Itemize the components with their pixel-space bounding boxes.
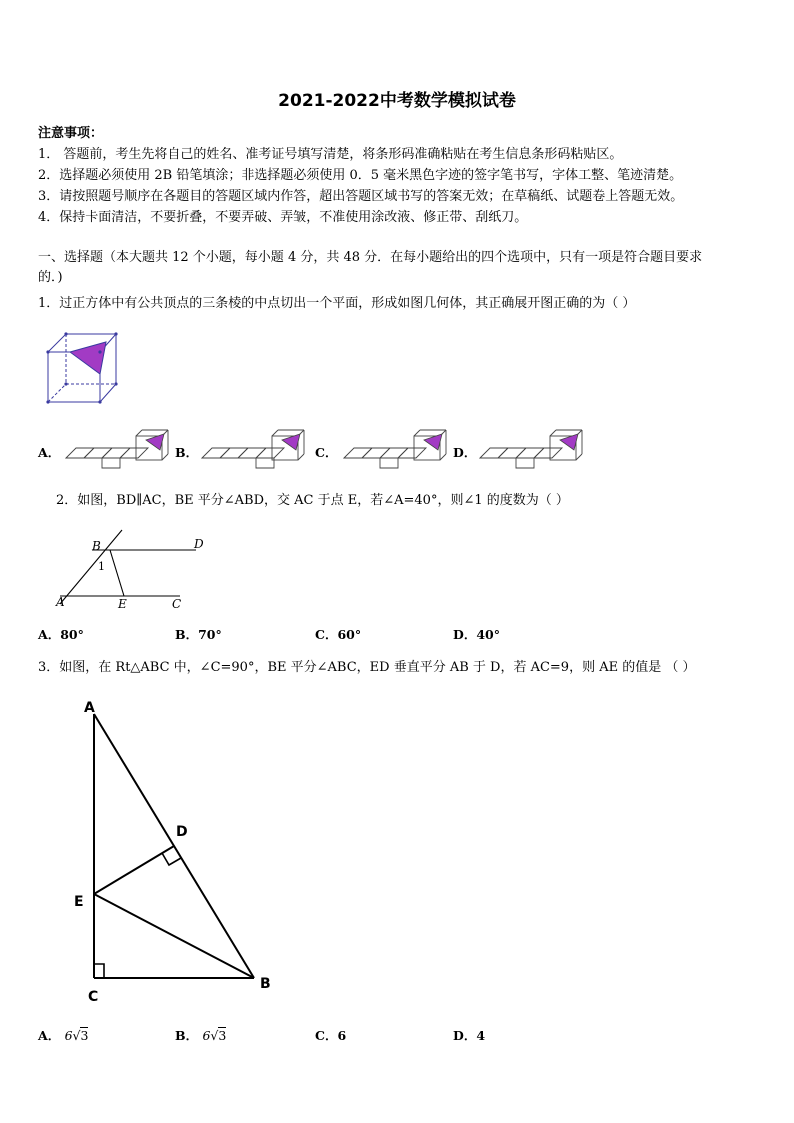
q2-option-a: A．80°: [38, 627, 84, 642]
q3-option-d: [453, 1026, 485, 1044]
q1-option-d-label: D．: [453, 445, 477, 460]
q1-option-c-label: C．: [315, 445, 338, 460]
q3-stem: 3．如图，在 Rt△ABC 中，∠C=90°，BE 平分∠ABC，ED 垂直平分 AB 于 D，若 AC=9，则 AE 的值是 （ ）: [38, 660, 696, 675]
q3-option-d-value: 4: [476, 1028, 486, 1043]
q2-option-d: D．40°: [453, 627, 500, 642]
notice-item: 1． 答题前，考生先将自己的姓名、准考证号填写清楚，将条形码准确粘贴在考生信息条形码粘贴区。: [38, 147, 623, 162]
q2-label-b: B: [92, 539, 101, 553]
q2-option-c: C．60°: [315, 627, 362, 642]
q2-label-a: A: [56, 595, 65, 609]
notice-item: 3．请按照题号顺序在各题目的答题区域内作答，超出答题区域书写的答案无效；在草稿纸、试题卷上答题无效。: [38, 189, 684, 204]
q3-option-a: A． 6√3: [38, 1028, 89, 1043]
q3-option-b-radicand: 3: [218, 1028, 227, 1043]
q2-label-d: D: [194, 537, 204, 551]
q2-label-1: 1: [98, 560, 105, 573]
section-heading-line2: 的．): [38, 270, 63, 285]
q1-cube-figure: [44, 330, 124, 406]
q3-figure: [74, 696, 278, 1006]
q3-label-e: E: [74, 894, 84, 910]
q3-option-a-letter: A．: [38, 1028, 61, 1043]
q1-option-d-net: [476, 428, 584, 470]
q3-option-b-letter: B．: [175, 1028, 199, 1043]
q1-option-b-net: [198, 428, 306, 470]
q3-label-a: A: [84, 700, 95, 716]
q3-option-b: B． 6√3: [175, 1028, 227, 1043]
q2-label-e: E: [118, 597, 127, 611]
q3-option-a-coef: 6: [64, 1028, 73, 1043]
q2-figure: [52, 512, 212, 616]
q3-label-d: D: [176, 824, 188, 840]
q2-option-b: B．70°: [175, 627, 222, 642]
q1-option-a-label: A．: [38, 445, 61, 460]
notice-item: 2．选择题必须使用 2B 铅笔填涂；非选择题必须使用 0．5 毫米黑色字迹的签字笔书写，字体工整、笔迹清楚。: [38, 168, 683, 183]
q3-option-c-value: 6: [337, 1028, 347, 1043]
q3-option-d-letter: D．: [453, 1028, 477, 1043]
q3-option-c: [315, 1026, 346, 1044]
notice-heading: 注意事项：: [38, 126, 104, 141]
page-title: 2021-2022中考数学模拟试卷: [278, 91, 516, 111]
q1-option-c-net: [340, 428, 448, 470]
q1-option-b-label: B．: [175, 445, 199, 460]
q1-stem: 1．过正方体中有公共顶点的三条棱的中点切出一个平面，形成如图几何体，其正确展开图正确的为（ ）: [38, 296, 636, 311]
q3-label-c: C: [88, 989, 99, 1005]
q2-stem: 2．如图，BD∥AC，BE 平分∠ABD，交 AC 于点 E，若∠A=40°，则∠1 的度数为（ ）: [56, 493, 569, 508]
section-heading-line1: 一、选择题（本大题共 12 个小题，每小题 4 分，共 48 分．在每小题给出的四个选项中，只有一项是符合题目要求: [38, 250, 703, 265]
q3-option-a-radicand: 3: [80, 1028, 89, 1043]
q1-option-a-net: [62, 428, 170, 470]
notice-item: 4．保持卡面清洁，不要折叠，不要弄破、弄皱，不准使用涂改液、修正带、刮纸刀。: [38, 210, 528, 225]
q3-option-b-coef: 6: [202, 1028, 211, 1043]
q3-option-c-letter: C．: [315, 1028, 338, 1043]
q2-label-c: C: [172, 597, 182, 611]
q3-label-b: B: [260, 976, 271, 992]
